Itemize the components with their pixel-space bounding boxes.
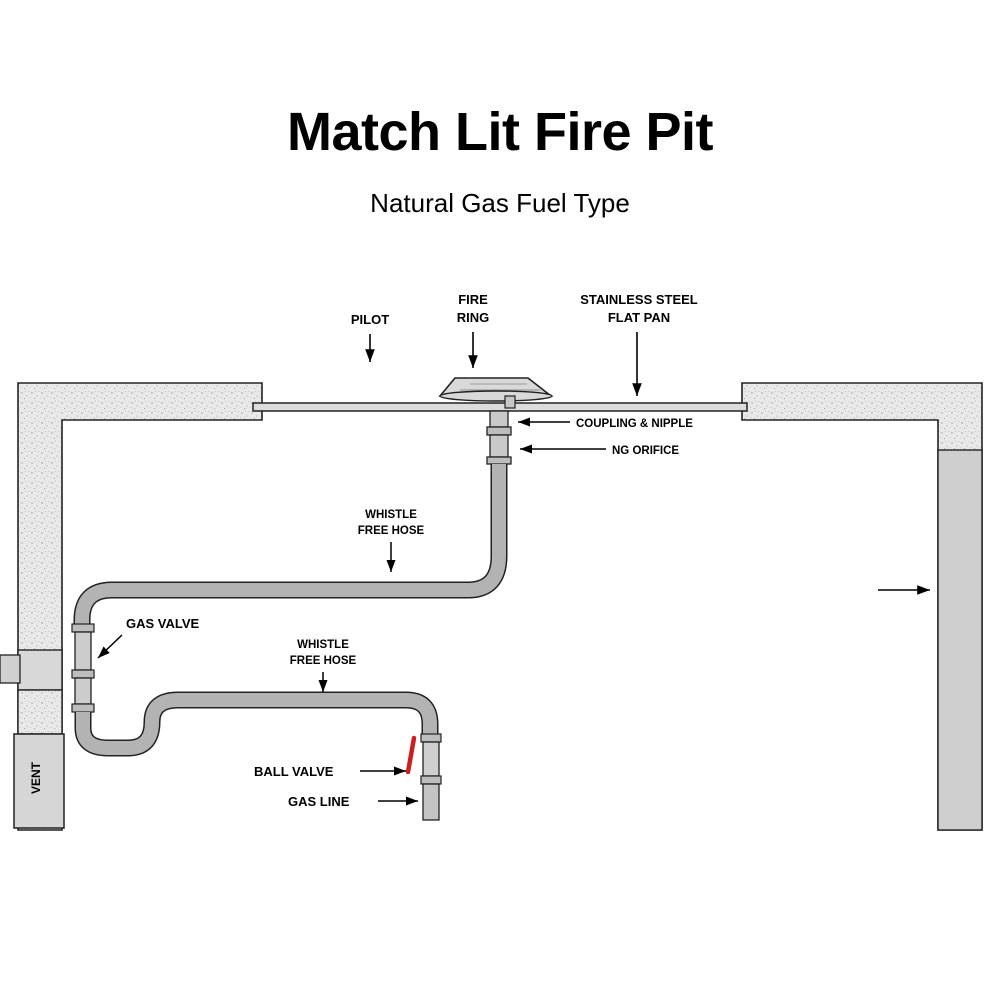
fire-ring (440, 378, 552, 401)
gas-line-label: GAS LINE (288, 794, 350, 809)
ng-orifice (487, 435, 511, 464)
page-title: Match Lit Fire Pit (286, 102, 714, 162)
ball-valve (408, 734, 441, 784)
coupling-and-nipple (487, 411, 511, 435)
callout-ng-orifice (520, 445, 679, 457)
gas-line (423, 784, 439, 820)
whistle-free-hose-lower (83, 700, 430, 748)
whistle-free-hose-upper (82, 464, 499, 630)
page-subtitle: Natural Gas Fuel Type (370, 188, 630, 218)
callout-gas-valve (98, 616, 200, 658)
coupling-nipple-label: COUPLING & NIPPLE (576, 418, 693, 430)
whistle-free-hose-upper-label-line1: WHISTLE (365, 509, 417, 521)
fire-ring-label-line2: RING (456, 310, 490, 325)
callout-gas-line (288, 794, 418, 809)
flat-pan-label-line1: STAINLESS STEEL (580, 292, 698, 307)
fire-ring-label-line1: FIRE (458, 292, 488, 307)
ng-orifice-label: NG ORIFICE (612, 445, 680, 457)
callout-coupling-nipple (518, 418, 693, 430)
callout-fire-ring (457, 292, 490, 368)
whistle-free-hose-lower-label-line2: FREE HOSE (289, 655, 357, 667)
ball-valve-handle (408, 738, 414, 772)
stainless-steel-flat-pan (253, 403, 747, 411)
pilot (505, 396, 515, 408)
callout-flat-pan (580, 292, 698, 396)
callout-whistle-free-hose-lower (290, 639, 357, 692)
whistle-free-hose-upper-label-line2: FREE HOSE (357, 525, 425, 537)
callout-whistle-free-hose-upper (358, 509, 425, 572)
gas-valve (72, 624, 94, 712)
whistle-free-hose-lower-label-line1: WHISTLE (297, 639, 349, 651)
gas-valve-label: GAS VALVE (126, 616, 200, 631)
flat-pan-label-line2: FLAT PAN (607, 310, 671, 325)
vent (14, 734, 64, 828)
callout-pilot (351, 312, 389, 362)
ball-valve-label: BALL VALVE (254, 764, 334, 779)
callout-ball-valve (254, 764, 406, 779)
vent-label: VENT (29, 761, 43, 795)
pilot-label: PILOT (350, 312, 390, 327)
